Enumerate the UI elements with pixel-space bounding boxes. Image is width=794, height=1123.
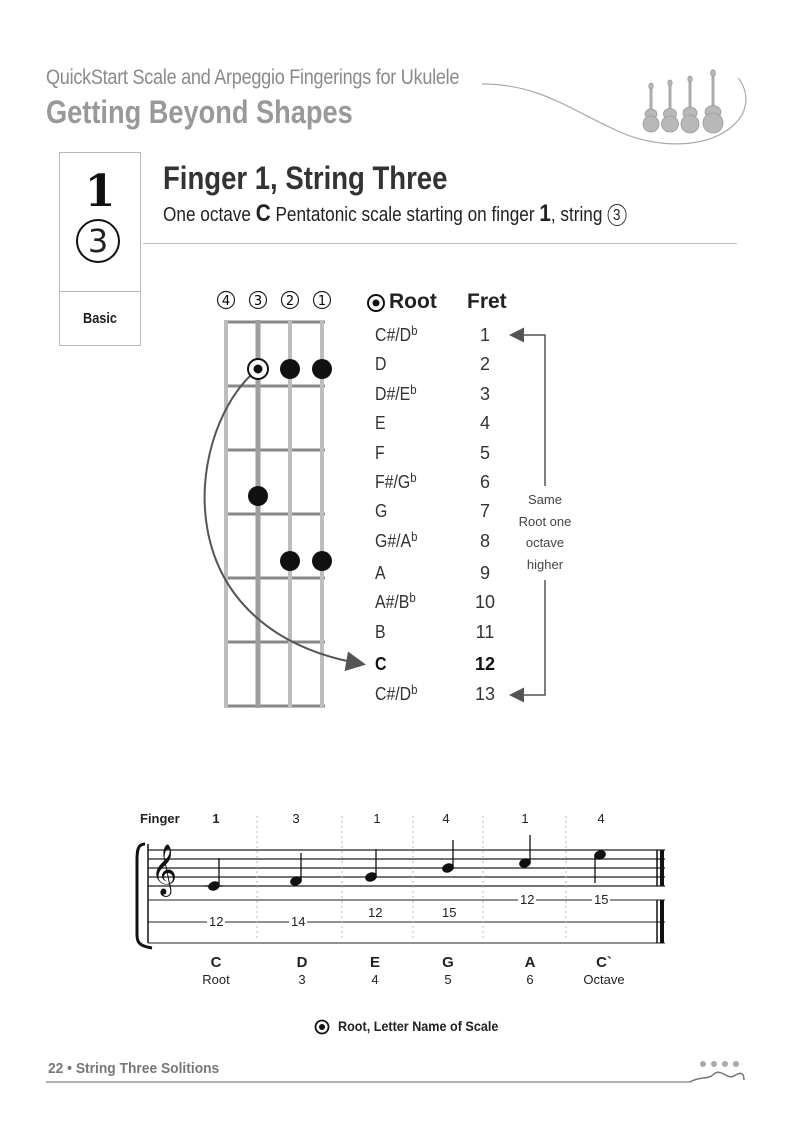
fret-number: 2 <box>479 354 490 374</box>
subtitle-text: Pentatonic scale starting on finger <box>270 204 540 226</box>
subtitle-text: , string <box>550 204 608 226</box>
note-name: $C\#/D^b$ <box>375 323 418 345</box>
treble-clef-icon: 𝄞 <box>151 844 178 895</box>
finger-number: 1 <box>212 811 220 826</box>
tab-fret: 12 <box>520 892 535 907</box>
finger-dot <box>248 486 268 506</box>
note-name: G <box>375 501 388 521</box>
scale-degree: Root <box>202 972 230 987</box>
notation-staff <box>0 780 794 980</box>
note-name: E <box>375 413 386 433</box>
book-title: Getting Beyond Shapes <box>46 94 353 130</box>
tab-lines <box>148 900 665 943</box>
subtitle-string-number: 3 <box>607 204 626 226</box>
scale-degree: 6 <box>526 972 534 987</box>
string-label: 3 <box>253 294 263 309</box>
finger-dot <box>280 551 300 571</box>
scale-note: C` <box>596 954 612 971</box>
fret-number: 10 <box>474 592 496 612</box>
badge-string-number: 3 <box>76 219 120 263</box>
finger-dot <box>312 359 332 379</box>
finger-dot <box>312 551 332 571</box>
subtitle-key: C <box>255 200 271 227</box>
fret-number: 4 <box>479 413 490 433</box>
fret-number: 7 <box>479 501 490 521</box>
finger-number: 4 <box>442 811 450 826</box>
fret-number: 13 <box>474 684 496 704</box>
note-name: A <box>375 563 386 583</box>
lesson-title: Finger 1, String Three <box>163 160 448 196</box>
string-label: 4 <box>221 294 231 309</box>
series-title: QuickStart Scale and Arpeggio Fingerings for Ukulele <box>46 66 460 89</box>
badge-finger-number: 1 <box>84 166 116 217</box>
tab-fret: 12 <box>209 914 224 929</box>
staff-lines <box>148 850 665 886</box>
fret-number: 9 <box>479 563 490 583</box>
note-name: $C\#/D^b$ <box>375 682 418 704</box>
scale-degree: Octave <box>583 972 625 987</box>
page-footer: 22 • String Three Solitions <box>48 1060 220 1077</box>
finger-dot <box>280 359 300 379</box>
root-legend-icon <box>314 1019 330 1035</box>
finger-label: Finger <box>140 811 180 826</box>
finger-number: 3 <box>292 811 300 826</box>
octave-note-line: octave <box>525 535 565 550</box>
octave-note-line: Same <box>528 492 562 507</box>
fret-number: 5 <box>479 443 490 463</box>
tab-fret: 14 <box>291 914 306 929</box>
fret-number: 11 <box>475 622 495 642</box>
root-column-header: Root <box>389 290 437 313</box>
dots-icon <box>700 1061 739 1067</box>
octave-fret-number: 12 <box>474 654 496 674</box>
string-labels <box>218 292 331 310</box>
octave-note <box>515 489 575 575</box>
scale-note: C <box>210 954 222 971</box>
note-name: B <box>375 622 386 642</box>
notes <box>205 835 607 892</box>
scale-note: D <box>296 954 308 971</box>
finger-number: 1 <box>373 811 381 826</box>
scale-degree: 3 <box>298 972 306 987</box>
fret-lines <box>224 322 325 706</box>
final-barline <box>657 850 662 943</box>
scale-note: E <box>369 954 380 971</box>
scale-note: G <box>442 954 454 971</box>
badge-level: Basic <box>82 310 118 327</box>
note-name: D <box>375 354 387 374</box>
legend-text: Root, Letter Name of Scale <box>338 1018 499 1034</box>
string-label: 1 <box>317 294 327 309</box>
note-name: $A\#/B^b$ <box>375 590 416 612</box>
tab-fret: 15 <box>442 905 457 920</box>
tab-fret: 12 <box>368 905 383 920</box>
scale-degree: 5 <box>444 972 452 987</box>
subtitle-finger: 1 <box>539 200 551 227</box>
note-name: $G\#/A^b$ <box>375 529 418 551</box>
note-name: $D\#/E^b$ <box>375 382 417 404</box>
fret-column-header: Fret <box>467 290 507 313</box>
finger-number: 1 <box>521 811 529 826</box>
octave-note-line: Root one <box>518 513 572 529</box>
note-name: $F\#/G^b$ <box>375 470 417 492</box>
octave-arrow <box>205 376 362 664</box>
octave-note-name: C <box>375 654 387 674</box>
string-label: 2 <box>285 294 295 309</box>
tab-fret: 15 <box>594 892 609 907</box>
fret-number: 8 <box>479 531 490 551</box>
note-name: F <box>375 443 385 463</box>
fret-number: 1 <box>479 325 490 345</box>
subtitle-text: One octave <box>163 204 256 226</box>
scale-note: A <box>524 954 536 971</box>
scale-degree: 4 <box>371 972 379 987</box>
fret-number: 6 <box>479 472 490 492</box>
octave-note-line: higher <box>526 556 564 572</box>
finger-number: 4 <box>597 811 605 826</box>
fret-number: 3 <box>479 384 490 404</box>
